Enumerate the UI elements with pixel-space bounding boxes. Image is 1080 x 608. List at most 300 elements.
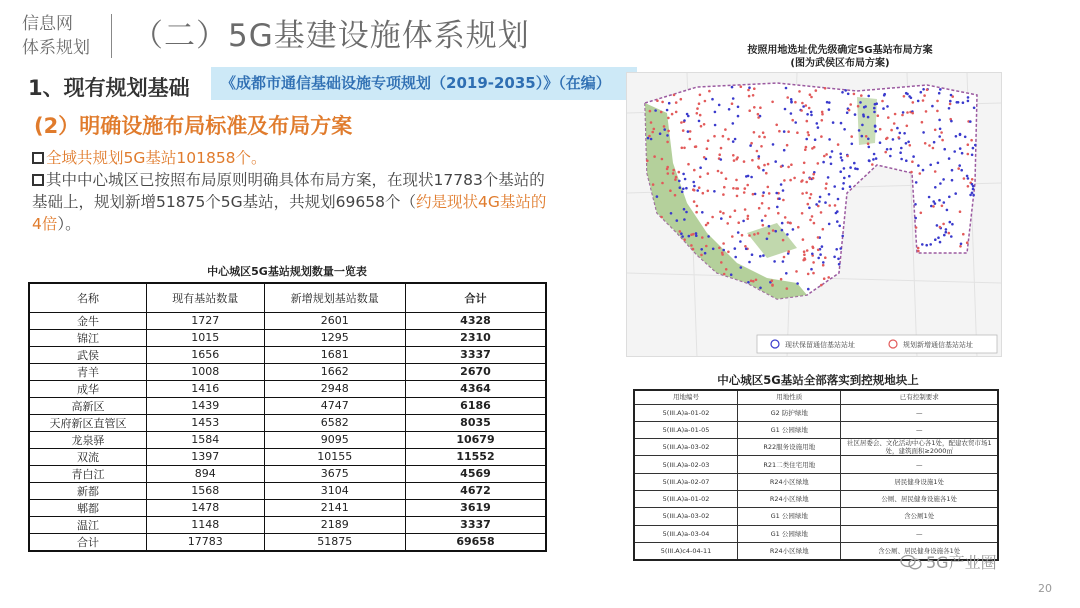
existing-station-dot <box>776 206 779 209</box>
existing-station-dot <box>842 182 845 185</box>
new-station-dot <box>771 284 774 287</box>
existing-station-dot <box>828 223 831 226</box>
existing-station-dot <box>737 231 740 234</box>
table2-row <box>634 404 998 421</box>
existing-station-dot <box>886 148 889 151</box>
existing-station-dot <box>766 238 769 241</box>
existing-station-dot <box>785 272 788 275</box>
table2-row <box>634 490 998 507</box>
existing-station-dot <box>695 234 698 237</box>
new-station-dot <box>807 273 810 276</box>
existing-station-dot <box>851 143 854 146</box>
new-station-dot <box>823 155 826 158</box>
table2-row-cell: — <box>841 525 998 542</box>
new-station-dot <box>744 208 747 211</box>
table1-row-cell: 1453 <box>146 414 264 431</box>
existing-station-dot <box>654 109 657 112</box>
new-station-dot <box>928 144 931 147</box>
existing-station-dot <box>948 157 951 160</box>
existing-station-dot <box>934 238 937 241</box>
existing-station-dot <box>937 236 940 239</box>
existing-station-dot <box>945 231 948 234</box>
existing-station-dot <box>762 254 765 257</box>
new-station-dot <box>744 245 747 248</box>
existing-station-dot <box>782 260 785 263</box>
new-station-dot <box>758 167 761 170</box>
existing-station-dot <box>930 205 933 208</box>
table2-row-cell: 公厕、居民健身设施各1处 <box>841 490 998 507</box>
existing-station-dot <box>948 196 951 199</box>
new-station-dot <box>718 153 721 156</box>
existing-station-dot <box>810 111 813 114</box>
new-station-dot <box>796 131 799 134</box>
existing-station-dot <box>647 137 650 140</box>
new-station-dot <box>922 99 925 102</box>
existing-station-dot <box>849 185 852 188</box>
table1-row-cell: 3337 <box>405 516 546 533</box>
existing-station-dot <box>734 138 737 141</box>
new-station-dot <box>777 212 780 215</box>
table1-row <box>29 329 546 346</box>
existing-station-dot <box>676 219 679 222</box>
new-station-dot <box>667 130 670 133</box>
table1-row-cell: 2670 <box>405 363 546 380</box>
existing-station-dot <box>839 153 842 156</box>
new-station-dot <box>681 147 684 150</box>
legend-existing-label: 现状保留通信基站站址 <box>785 341 855 349</box>
new-station-dot <box>764 215 767 218</box>
existing-station-dot <box>840 122 843 125</box>
table2-row <box>634 421 998 438</box>
new-station-dot <box>823 277 826 280</box>
new-station-dot <box>713 135 716 138</box>
new-station-dot <box>746 217 749 220</box>
existing-station-dot <box>959 133 962 136</box>
map-legend <box>757 335 997 353</box>
table1-row-cell: 10155 <box>264 448 405 465</box>
existing-station-dot <box>931 105 934 108</box>
new-station-dot <box>936 100 939 103</box>
table1-row-cell: 2948 <box>264 380 405 397</box>
existing-station-dot <box>914 217 917 220</box>
land-parcel-table <box>633 389 999 561</box>
existing-station-dot <box>934 186 937 189</box>
new-station-dot <box>782 199 785 202</box>
existing-station-dot <box>939 88 942 91</box>
new-station-dot <box>666 141 669 144</box>
new-station-dot <box>735 179 738 182</box>
existing-station-dot <box>780 183 783 186</box>
existing-station-dot <box>899 151 902 154</box>
new-station-dot <box>917 247 920 250</box>
new-station-dot <box>693 200 696 203</box>
existing-station-dot <box>700 248 703 251</box>
existing-station-dot <box>762 191 765 194</box>
new-station-dot <box>722 242 725 245</box>
table2-row-cell: 含公厕1处 <box>841 508 998 525</box>
table1-row-cell: 1416 <box>146 380 264 397</box>
existing-station-dot <box>848 175 851 178</box>
existing-station-dot <box>828 108 831 111</box>
new-station-dot <box>807 131 810 134</box>
new-station-dot <box>824 256 827 259</box>
table2-header: 用地编号 <box>634 390 738 404</box>
new-station-dot <box>721 253 724 256</box>
table1-row-cell: 1015 <box>146 329 264 346</box>
existing-station-dot <box>960 169 963 172</box>
existing-station-dot <box>872 158 875 161</box>
table1-row-cell: 6186 <box>405 397 546 414</box>
new-station-dot <box>698 186 701 189</box>
new-station-dot <box>959 245 962 248</box>
existing-station-dot <box>854 113 857 116</box>
new-station-dot <box>784 216 787 219</box>
new-station-dot <box>801 102 804 105</box>
new-station-dot <box>948 232 951 235</box>
existing-station-dot <box>782 189 785 192</box>
new-station-dot <box>877 114 880 117</box>
new-station-dot <box>821 111 824 114</box>
map-title <box>640 44 1040 70</box>
new-station-dot <box>692 248 695 251</box>
table1-header: 合计 <box>405 283 546 312</box>
existing-station-dot <box>843 177 846 180</box>
new-station-dot <box>669 189 672 192</box>
existing-station-dot <box>841 91 844 94</box>
new-station-dot <box>817 236 820 239</box>
new-station-dot <box>700 254 703 257</box>
existing-station-dot <box>688 235 691 238</box>
new-station-dot <box>805 192 808 195</box>
existing-station-dot <box>837 258 840 261</box>
header-divider <box>111 14 112 58</box>
new-station-dot <box>966 241 969 244</box>
existing-station-dot <box>670 212 673 215</box>
new-station-dot <box>906 111 909 114</box>
existing-station-dot <box>704 252 707 255</box>
existing-station-dot <box>946 209 949 212</box>
new-station-dot <box>934 129 937 132</box>
existing-station-dot <box>903 132 906 135</box>
existing-station-dot <box>749 144 752 147</box>
new-station-dot <box>727 138 730 141</box>
existing-station-dot <box>678 180 681 183</box>
new-station-dot <box>857 105 860 108</box>
existing-station-dot <box>858 129 861 132</box>
table1-row <box>29 431 546 448</box>
table2-row <box>634 525 998 542</box>
table1-row <box>29 380 546 397</box>
new-station-dot <box>753 106 756 109</box>
new-station-dot <box>699 94 702 97</box>
new-station-dot <box>780 165 783 168</box>
new-station-dot <box>720 147 723 150</box>
table1-header-row <box>29 283 546 312</box>
new-station-dot <box>850 135 853 138</box>
new-station-dot <box>812 272 815 275</box>
new-station-dot <box>846 155 849 158</box>
existing-station-dot <box>972 188 975 191</box>
new-station-dot <box>817 162 820 165</box>
existing-station-dot <box>758 155 761 158</box>
existing-station-dot <box>684 178 687 181</box>
table1-row-cell: 3104 <box>264 482 405 499</box>
existing-station-dot <box>784 108 787 111</box>
existing-station-dot <box>934 202 937 205</box>
new-station-dot <box>667 117 670 120</box>
existing-station-dot <box>841 235 844 238</box>
existing-station-dot <box>929 243 932 246</box>
existing-station-dot <box>956 101 959 104</box>
new-station-dot <box>783 179 786 182</box>
table2-title: 中心城区5G基站全部落实到控规地块上 <box>717 373 919 387</box>
new-station-dot <box>810 96 813 99</box>
existing-station-dot <box>928 196 931 199</box>
new-station-dot <box>820 284 823 287</box>
new-station-dot <box>906 125 909 128</box>
existing-station-dot <box>958 164 961 167</box>
table1-row <box>29 312 546 329</box>
new-station-dot <box>897 136 900 139</box>
new-station-dot <box>672 172 675 175</box>
existing-station-dot <box>839 247 842 250</box>
existing-station-dot <box>720 217 723 220</box>
new-station-dot <box>940 131 943 134</box>
existing-station-dot <box>874 125 877 128</box>
table1-row <box>29 397 546 414</box>
new-station-dot <box>925 110 928 113</box>
new-station-dot <box>762 195 765 198</box>
table1-row-cell: 9095 <box>264 431 405 448</box>
table1-row <box>29 499 546 516</box>
existing-station-dot <box>828 138 831 141</box>
table1-row-cell: 高新区 <box>29 397 146 414</box>
existing-station-dot <box>969 120 972 123</box>
existing-station-dot <box>681 235 684 238</box>
table1-row-cell: 4672 <box>405 482 546 499</box>
table2-row-cell: G1 公园绿地 <box>738 525 841 542</box>
existing-station-dot <box>714 111 717 114</box>
table1-row-cell: 1681 <box>264 346 405 363</box>
existing-station-dot <box>686 113 689 116</box>
new-station-dot <box>824 87 827 90</box>
new-station-dot <box>787 130 790 133</box>
existing-station-dot <box>739 240 742 243</box>
existing-station-dot <box>859 101 862 104</box>
existing-station-dot <box>816 122 819 125</box>
existing-station-dot <box>939 241 942 244</box>
existing-station-dot <box>861 124 864 127</box>
new-station-dot <box>791 119 794 122</box>
new-station-dot <box>881 100 884 103</box>
existing-station-dot <box>817 126 820 129</box>
table1-row-cell: 1568 <box>146 482 264 499</box>
existing-station-dot <box>830 163 833 166</box>
new-station-dot <box>723 186 726 189</box>
new-station-dot <box>704 100 707 103</box>
new-station-dot <box>673 94 676 97</box>
new-station-dot <box>795 270 798 273</box>
new-station-dot <box>693 189 696 192</box>
new-station-dot <box>884 151 887 154</box>
wechat-icon <box>900 554 922 570</box>
table1-row-cell: 3675 <box>264 465 405 482</box>
existing-station-dot <box>875 102 878 105</box>
new-station-dot <box>671 113 674 116</box>
existing-station-dot <box>838 263 841 266</box>
existing-station-dot <box>832 121 835 124</box>
new-station-dot <box>735 187 738 190</box>
existing-station-dot <box>955 135 958 138</box>
table2-row <box>634 456 998 473</box>
existing-station-dot <box>748 261 751 264</box>
section-title: 1、现有规划基础 <box>28 76 190 100</box>
table2-row-cell: 社区居委会、文化活动中心各1处，配建农贸市场1处，建筑面积≥2000㎡ <box>841 439 998 456</box>
table2-body <box>634 404 998 560</box>
new-station-dot <box>736 195 739 198</box>
new-station-dot <box>696 205 699 208</box>
new-station-dot <box>812 261 815 264</box>
map-graphic <box>627 73 1002 357</box>
new-station-dot <box>778 130 781 133</box>
new-station-dot <box>741 234 744 237</box>
existing-station-dot <box>889 148 892 151</box>
existing-station-dot <box>693 185 696 188</box>
new-station-dot <box>825 187 828 190</box>
existing-station-dot <box>718 104 721 107</box>
new-station-dot <box>729 216 732 219</box>
table2-row-cell: 居民健身设施1处 <box>841 473 998 490</box>
new-station-dot <box>751 159 754 162</box>
table1-row-cell: 2189 <box>264 516 405 533</box>
new-station-dot <box>807 134 810 137</box>
new-station-dot <box>959 210 962 213</box>
existing-station-dot <box>748 86 751 89</box>
new-station-dot <box>825 153 828 156</box>
existing-station-dot <box>873 111 876 114</box>
new-station-dot <box>747 89 750 92</box>
new-station-dot <box>747 215 750 218</box>
new-station-dot <box>707 172 710 175</box>
existing-station-dot <box>747 175 750 178</box>
new-station-dot <box>725 268 728 271</box>
existing-station-dot <box>829 156 832 159</box>
existing-station-dot <box>953 150 956 153</box>
new-station-dot <box>763 164 766 167</box>
new-station-dot <box>786 144 789 147</box>
new-station-dot <box>762 131 765 134</box>
table1-row <box>29 414 546 431</box>
existing-station-dot <box>810 114 813 117</box>
existing-station-dot <box>961 152 964 155</box>
new-station-dot <box>696 107 699 110</box>
new-station-dot <box>967 143 970 146</box>
existing-station-dot <box>938 119 941 122</box>
new-station-dot <box>652 183 655 186</box>
new-station-dot <box>802 171 805 174</box>
table1-row-cell: 1295 <box>264 329 405 346</box>
existing-station-dot <box>912 155 915 158</box>
existing-station-dot <box>972 194 975 197</box>
watermark <box>900 550 997 573</box>
new-station-dot <box>911 160 914 163</box>
table1-row-cell: 17783 <box>146 533 264 551</box>
existing-station-dot <box>685 211 688 214</box>
new-station-dot <box>910 171 913 174</box>
new-station-dot <box>786 96 789 99</box>
new-station-dot <box>815 89 818 92</box>
new-station-dot <box>932 147 935 150</box>
new-station-dot <box>735 158 738 161</box>
new-station-dot <box>800 180 803 183</box>
new-station-dot <box>810 193 813 196</box>
existing-station-dot <box>967 96 970 99</box>
new-station-dot <box>696 112 699 115</box>
new-station-dot <box>732 154 735 157</box>
table2-row-cell: 5(III.A)c4-04-11 <box>634 542 738 559</box>
new-station-dot <box>794 101 797 104</box>
new-station-dot <box>675 176 678 179</box>
brand-line2: 体系规划 <box>22 38 90 58</box>
new-station-dot <box>821 113 824 116</box>
table1-row-cell: 1397 <box>146 448 264 465</box>
table2-row-cell: 5(III.A)a-03-04 <box>634 525 738 542</box>
existing-station-dot <box>847 93 850 96</box>
new-station-dot <box>680 98 683 101</box>
new-station-dot <box>885 138 888 141</box>
existing-station-dot <box>889 155 892 158</box>
new-station-dot <box>750 280 753 283</box>
existing-station-dot <box>951 223 954 226</box>
new-station-dot <box>743 160 746 163</box>
table2-row <box>634 508 998 525</box>
existing-station-dot <box>774 160 777 163</box>
new-station-dot <box>813 222 816 225</box>
table1-row-cell: 8035 <box>405 414 546 431</box>
existing-station-dot <box>827 176 830 179</box>
new-station-dot <box>963 177 966 180</box>
table1-header: 新增规划基站数量 <box>264 283 405 312</box>
existing-station-dot <box>696 189 699 192</box>
new-station-dot <box>757 116 760 119</box>
table1-row-cell: 4364 <box>405 380 546 397</box>
existing-station-dot <box>781 229 784 232</box>
existing-station-dot <box>659 132 662 135</box>
table2-row-cell: R24小区绿地 <box>738 490 841 507</box>
existing-station-dot <box>681 191 684 194</box>
new-station-dot <box>787 166 790 169</box>
table1-row-cell: 10679 <box>405 431 546 448</box>
existing-station-dot <box>950 94 953 97</box>
existing-station-dot <box>849 166 852 169</box>
existing-station-dot <box>949 100 952 103</box>
existing-station-dot <box>882 107 885 110</box>
existing-station-dot <box>853 162 856 165</box>
existing-station-dot <box>713 190 716 193</box>
new-station-dot <box>722 135 725 138</box>
new-station-dot <box>932 205 935 208</box>
new-station-dot <box>707 222 710 225</box>
new-station-dot <box>768 192 771 195</box>
new-station-dot <box>911 112 914 115</box>
new-station-dot <box>698 102 701 105</box>
new-station-dot <box>699 176 702 179</box>
new-station-dot <box>753 131 756 134</box>
table2-header: 用地性质 <box>738 390 841 404</box>
existing-station-dot <box>907 141 910 144</box>
new-station-dot <box>894 113 897 116</box>
new-station-dot <box>763 136 766 139</box>
